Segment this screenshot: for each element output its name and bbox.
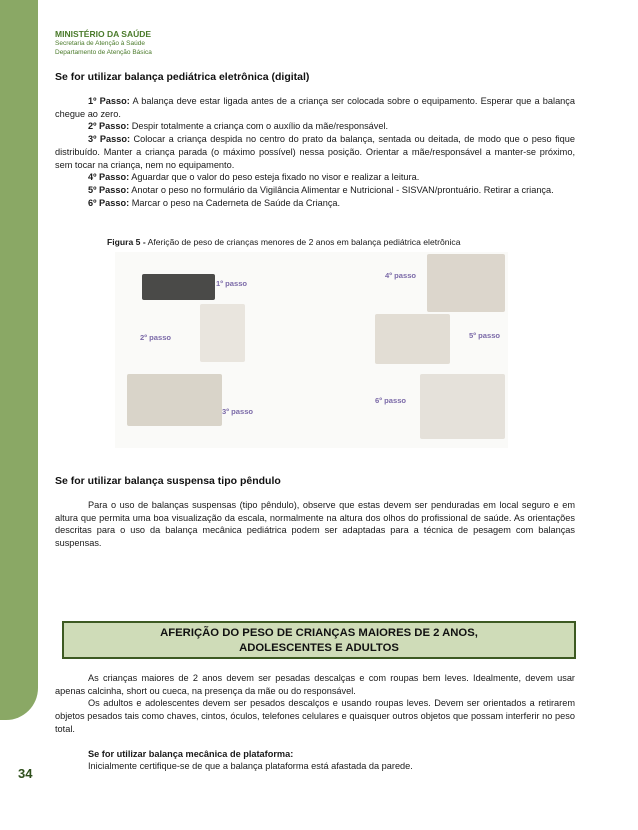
step-label-2: 2º passo	[140, 333, 172, 342]
step-text: Marcar o peso na Caderneta de Saúde da Criança.	[131, 197, 341, 208]
photo-step-2	[200, 304, 245, 362]
figure-caption-label: Figura 5 -	[107, 237, 146, 247]
pendulum-text: Para o uso de balanças suspensas (tipo pêndulo), observe que estas devem ser penduradas em local seguro e em altura que permita uma boa visualização da escala, normalmente na altura dos olhos do profissional de saúde. As orientações descritas para o uso da balança mecânica pediátrica podem ser adaptadas para a técnica de pesagem com balanças suspensas.	[55, 500, 575, 549]
page-number: 34	[18, 766, 33, 781]
step-4	[55, 171, 575, 184]
photo-step-4	[427, 254, 505, 312]
step-label: 4º Passo:	[88, 172, 130, 183]
paragraph-platform: Inicialmente certifique-se de que a balança plataforma está afastada da parede.	[88, 761, 413, 772]
step-label-3: 3º passo	[222, 407, 254, 416]
pendulum-paragraph	[55, 499, 575, 550]
step-1	[55, 95, 575, 120]
step-text: Aguardar que o valor do peso esteja fixado no visor e realizar a leitura.	[131, 172, 420, 183]
step-text: A balança deve estar ligada antes de a criança ser colocada sobre o equipamento. Esperar que a balança chegue ao zero.	[55, 96, 575, 119]
section-heading-pendulum: Se for utilizar balança suspensa tipo pêndulo	[55, 475, 281, 487]
step-3	[55, 133, 575, 171]
ministry-name: MINISTÉRIO DA SAÚDE	[55, 29, 152, 39]
banner-line-2: ADOLESCENTES E ADULTOS	[239, 641, 399, 654]
photo-step-3	[127, 374, 222, 426]
step-label: 2º Passo:	[88, 121, 130, 132]
platform-subheading: Se for utilizar balança mecânica de plataforma:	[88, 748, 294, 759]
adults-paragraphs	[55, 672, 575, 773]
step-label-6: 6º passo	[375, 396, 407, 405]
figure-caption	[107, 237, 461, 247]
banner-line-1: AFERIÇÃO DO PESO DE CRIANÇAS MAIORES DE 2 ANOS,	[160, 627, 478, 639]
photo-step-6	[420, 374, 505, 439]
section-banner	[62, 621, 576, 659]
step-label: 3º Passo:	[88, 134, 131, 145]
step-text: Anotar o peso no formulário da Vigilância Alimentar e Nutricional - SISVAN/prontuário. Retirar a criança.	[131, 184, 554, 195]
photo-step-5	[375, 314, 450, 364]
step-label-5: 5º passo	[469, 331, 501, 340]
section-heading-digital: Se for utilizar balança pediátrica eletrônica (digital)	[55, 71, 310, 83]
department-name: Departamento de Atenção Básica	[55, 48, 152, 56]
step-2	[55, 120, 575, 133]
scale-image-step-1	[142, 274, 215, 300]
step-text: Despir totalmente a criança com o auxílio da mãe/responsável.	[131, 121, 389, 132]
step-text: Colocar a criança despida no centro do prato da balança, sentada ou deitada, de modo que o peso fique distribuído. Manter a criança parada (o máximo possível) nessa posição. Orientar a mãe/responsável a manter-se próximo, sem tocar na criança, nem no equipamento.	[55, 134, 575, 170]
paragraph-children: As crianças maiores de 2 anos devem ser pesadas descalças e com roupas bem leves. Idealmente, devem usar apenas calcinha, short ou cueca, na presença da mãe ou do responsável.	[55, 673, 575, 696]
side-tab	[0, 0, 38, 830]
step-label-4: 4º passo	[385, 271, 417, 280]
paragraph-adults: Os adultos e adolescentes devem ser pesados descalços e usando roupas leves. Devem ser orientados a retirarem objetos pesados tais como chaves, cintos, óculos, telefones celulares e quaisquer outros objetos que possam interferir no peso total.	[55, 698, 575, 734]
step-label: 1º Passo:	[88, 96, 130, 106]
steps-list	[55, 95, 575, 209]
step-label: 5º Passo:	[88, 184, 130, 195]
secretariat-name: Secretaria de Atenção à Saúde	[55, 40, 145, 47]
figure-caption-text: Aferição de peso de crianças menores de 2 anos em balança pediátrica eletrônica	[147, 237, 461, 247]
step-label: 6º Passo:	[88, 197, 130, 208]
step-6	[55, 197, 575, 210]
document-header	[55, 29, 152, 57]
step-label-1: 1º passo	[216, 279, 248, 288]
side-tab-green	[0, 0, 38, 720]
step-5	[55, 184, 575, 197]
figure-illustration	[115, 252, 508, 448]
